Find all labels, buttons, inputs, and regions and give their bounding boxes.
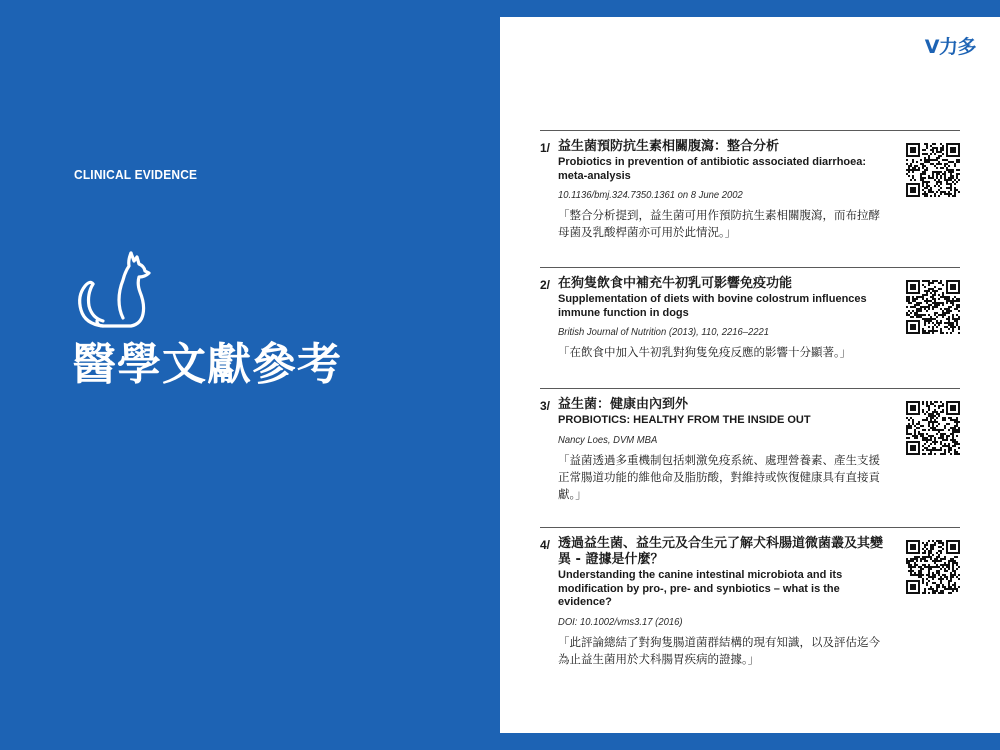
reference-en-title: Supplementation of diets with bovine colostrum influences immune function in dogs xyxy=(558,293,867,319)
reference-item xyxy=(540,267,960,382)
reference-citation: Nancy Loes, DVM MBA xyxy=(558,433,658,446)
qr-code-icon[interactable] xyxy=(906,280,960,334)
reference-quote: 「在飲食中加入牛初乳對狗隻免疫反應的影響十分顯著。」 xyxy=(558,345,852,359)
cat-icon xyxy=(73,248,153,330)
qr-code-icon[interactable] xyxy=(906,401,960,455)
reference-zh-title: 益生菌：健康由內到外 xyxy=(558,397,689,412)
qr-code-icon[interactable] xyxy=(906,540,960,594)
reference-number: 2/ xyxy=(540,278,551,292)
section-kicker: CLINICAL EVIDENCE xyxy=(74,167,198,182)
reference-citation: 10.1136/bmj.324.7350.1361 on 8 June 2002 xyxy=(558,189,743,201)
reference-number: 1/ xyxy=(540,141,551,155)
reference-number: 4/ xyxy=(540,538,551,552)
reference-quote: 「益菌透過多重機制包括刺激免疫系統、處理營養素、產生支援正常腸道功能的維他命及脂肪酸，對維持或恢復健康具有直接貢獻。」 xyxy=(558,452,880,501)
reference-zh-title: 益生菌預防抗生素相關腹瀉：整合分析 xyxy=(558,139,780,154)
brand-logo: V力多 xyxy=(924,36,976,58)
reference-en-title: PROBIOTICS: HEALTHY FROM THE INSIDE OUT xyxy=(558,414,811,426)
reference-zh-title: 在狗隻飲食中補充牛初乳可影響免疫功能 xyxy=(558,276,793,291)
reference-item xyxy=(540,130,960,260)
reference-number: 3/ xyxy=(540,399,551,413)
reference-citation: DOI: 10.1002/vms3.17 (2016) xyxy=(558,615,683,628)
reference-zh-title: 透過益生菌、益生元及合生元了解犬科腸道微菌叢及其變異 - 證據是什麼？ xyxy=(558,536,884,567)
reference-citation: British Journal of Nutrition (2013), 110, 2216–2221 xyxy=(558,326,770,338)
reference-quote: 「整合分析提到，益生菌可用作預防抗生素相關腹瀉，而布拉酵母菌及乳酸桿菌亦可用於此情況。」 xyxy=(558,208,880,239)
reference-item xyxy=(540,527,960,677)
qr-code-icon[interactable] xyxy=(906,143,960,197)
references-panel xyxy=(500,17,1000,733)
reference-item xyxy=(540,388,960,518)
page-title: 醫學文獻參考 xyxy=(72,339,342,390)
reference-en-title: Understanding the canine intestinal microbiota and its modification by pro-, pre- and synbiotics – what is the evidence? xyxy=(558,569,843,608)
reference-quote: 「此評論總結了對狗隻腸道菌群結構的現有知識，以及評估迄今為止益生菌用於犬科腸胃疾病的證據。」 xyxy=(558,634,880,666)
reference-en-title: Probiotics in prevention of antibiotic associated diarrhoea: meta-analysis xyxy=(558,156,867,182)
